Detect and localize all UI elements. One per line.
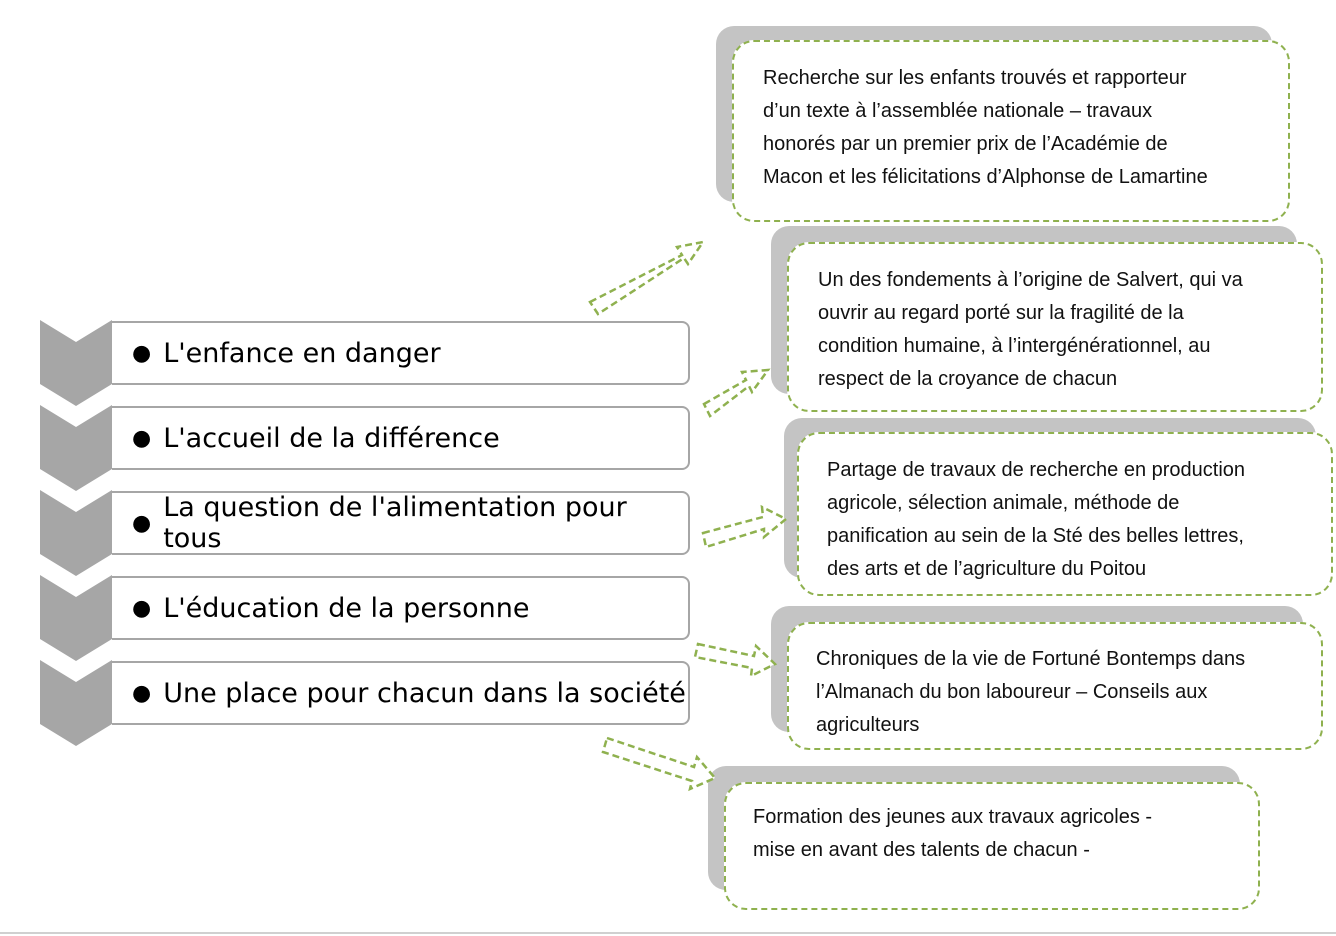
- description-line: Un des fondements à l’origine de Salvert, qui va: [818, 269, 1243, 291]
- description-line: mise en avant des talents de chacun -: [753, 839, 1090, 861]
- bottom-divider: [0, 932, 1336, 934]
- description-line: des arts et de l’agriculture du Poitou: [827, 558, 1147, 580]
- description-line: agriculteurs: [816, 714, 920, 736]
- bullet-icon: ●: [132, 425, 152, 451]
- description-line: agricole, sélection animale, méthode de: [827, 492, 1180, 514]
- description-line: condition humaine, à l’intergénérationnel, au: [818, 335, 1211, 357]
- topic-label-2: L'accueil de la différence: [163, 422, 500, 454]
- description-line: ouvrir au regard porté sur la fragilité de la: [818, 302, 1184, 324]
- description-line: panification au sein de la Sté des belles lettres,: [827, 525, 1244, 547]
- description-line: Partage de travaux de recherche en production: [827, 459, 1246, 481]
- arrow-icon: [704, 370, 768, 416]
- bullet-icon: ●: [132, 680, 152, 706]
- arrow-icon: [590, 242, 703, 314]
- description-line: Macon et les félicitations d’Alphonse de Lamartine: [763, 166, 1208, 188]
- description-line: d’un texte à l’assemblée nationale – travaux: [763, 100, 1153, 122]
- bullet-icon: ●: [132, 595, 152, 621]
- bullet-icon: ●: [132, 340, 152, 366]
- bullet-icon: ●: [132, 510, 152, 536]
- topic-label-5: Une place pour chacun dans la société: [163, 677, 686, 709]
- topic-label-1: L'enfance en danger: [163, 337, 441, 369]
- description-line: l’Almanach du bon laboureur – Conseils aux: [816, 681, 1208, 703]
- description-line: Chroniques de la vie de Fortuné Bontemps dans: [816, 648, 1246, 670]
- description-line: Recherche sur les enfants trouvés et rapporteur: [763, 67, 1187, 89]
- topic-label-3: La question de l'alimentation pour tous: [163, 492, 627, 554]
- description-line: honorés par un premier prix de l’Académie de: [763, 133, 1168, 155]
- arrow-icon: [603, 738, 715, 789]
- description-line: Formation des jeunes aux travaux agricoles -: [753, 806, 1153, 828]
- arrow-icon: [703, 507, 786, 547]
- topic-label-4: L'éducation de la personne: [163, 592, 530, 624]
- description-line: respect de la croyance de chacun: [818, 368, 1118, 390]
- arrow-icon: [695, 644, 775, 676]
